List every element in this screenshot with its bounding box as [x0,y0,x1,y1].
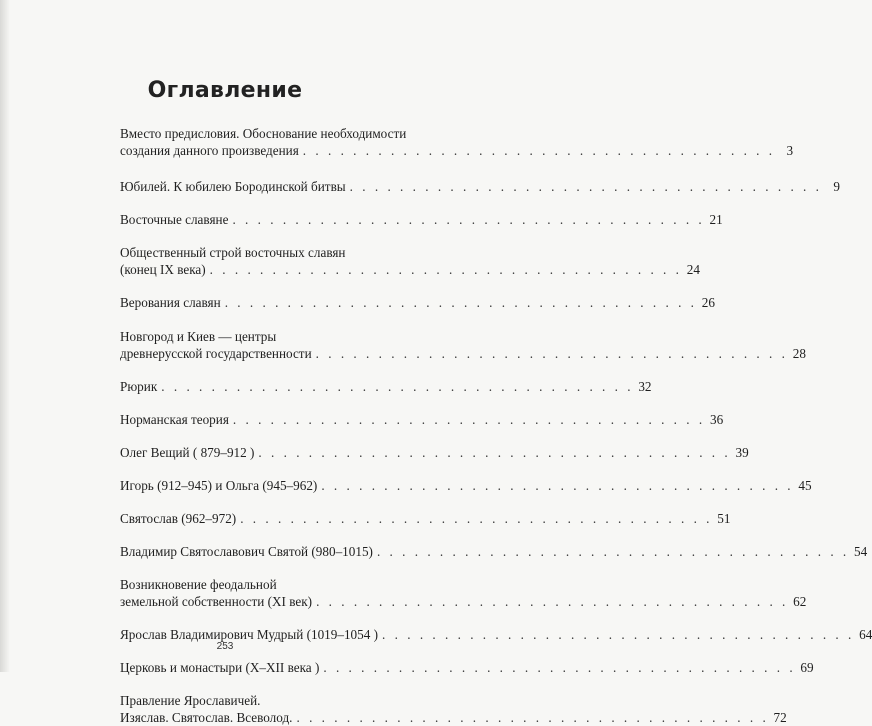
toc-entry[interactable] [120,477,812,494]
toc-entry-page-number: 51 [717,511,731,526]
toc-entry-title-line: Общественный строй восточных славян [120,245,346,260]
dot-leader: . . . . . . . . . . . . . . . . . . . . . . . . . . . . . . . . . . . . . . [376,544,850,559]
toc-entry-page-number: 45 [798,478,812,493]
dot-leader: . . . . . . . . . . . . . . . . . . . . . . . . . . . . . . . . . . . . . . [349,179,822,194]
toc-entry-title: Верования славян [120,295,221,310]
toc-entry-page-number: 24 [686,262,700,277]
toc-entry[interactable] [120,411,724,428]
toc-entry-page-number: 32 [638,379,652,394]
dot-leader: . . . . . . . . . . . . . . . . . . . . . . . . . . . . . . . . . . . . . . [382,627,855,642]
toc-entry-title: (конец IX века) [120,262,206,277]
toc-entry-title-line: Новгород и Киев — центры [120,329,277,344]
dot-leader: . . . . . . . . . . . . . . . . . . . . . . . . . . . . . . . . . . . . . . [161,379,634,394]
dot-leader: . . . . . . . . . . . . . . . . . . . . . . . . . . . . . . . . . . . . . . [209,262,682,277]
dot-leader: . . . . . . . . . . . . . . . . . . . . . . . . . . . . . . . . . . . . . . [323,660,796,675]
dot-leader: . . . . . . . . . . . . . . . . . . . . . . . . . . . . . . . . . . . . . . [258,445,731,460]
page-title: Оглавление [147,78,303,103]
toc-entry-title: земельной собственности (XI век) [120,594,313,609]
toc-entry-page-number: 62 [793,594,807,609]
toc-entry-page-number: 26 [701,295,715,310]
dot-leader: . . . . . . . . . . . . . . . . . . . . . . . . . . . . . . . . . . . . . . [232,212,705,227]
table-of-contents [120,125,872,726]
toc-entry-page-number: 64 [859,627,872,642]
toc-entry-title: Владимир Святославович Святой (980–1015) [120,544,373,559]
toc-entry-page-number: 54 [854,544,868,559]
toc-entry[interactable] [120,244,700,278]
toc-entry-title: Игорь (912–945) и Ольга (945–962) [120,478,318,493]
toc-entry-title: Рюрик [120,379,158,394]
toc-entry-page-number: 39 [735,445,749,460]
dot-leader: . . . . . . . . . . . . . . . . . . . . . . . . . . . . . . . . . . . . . . [316,594,789,609]
toc-entry[interactable] [120,543,868,560]
toc-entry-title: Ярослав Владимирович Мудрый (1019–1054 ) [120,627,379,642]
toc-entry-title-line: Правление Ярославичей. [120,693,261,708]
toc-entry-title: Олег Вещий ( 879–912 ) [120,445,255,460]
toc-entry[interactable] [120,125,794,159]
toc-entry[interactable] [120,659,814,676]
toc-entry[interactable] [120,444,749,461]
toc-entry[interactable] [120,211,723,228]
toc-entry-title: Восточные славяне [120,212,229,227]
toc-entry-page-number: 72 [773,710,787,725]
toc-entry-title: Святослав (962–972) [120,511,237,526]
toc-entry[interactable] [120,294,715,311]
dot-leader: . . . . . . . . . . . . . . . . . . . . . . . . . . . . . . . . . . . . . . [296,710,769,725]
toc-entry-title-line: Возникновение феодальной [120,577,277,592]
dot-leader: . . . . . . . . . . . . . . . . . . . . . . . . . . . . . . . . . . . . . . [321,478,794,493]
toc-entry-title-line: Вместо предисловия. Обоснование необходимости [120,126,407,141]
toc-entry[interactable] [120,576,807,610]
toc-entry-page-number: 3 [786,143,794,158]
dot-leader: . . . . . . . . . . . . . . . . . . . . . . . . . . . . . . . . . . . . . . [302,143,776,158]
toc-entry-page-number: 28 [792,346,806,361]
toc-entry-title: Церковь и монастыри (X–XII века ) [120,660,320,675]
toc-entry-page-number: 36 [709,412,724,427]
toc-entry-title: древнерусской государственности [120,346,312,361]
dot-leader: . . . . . . . . . . . . . . . . . . . . . . . . . . . . . . . . . . . . . . [315,346,788,361]
toc-entry-title: Юбилей. К юбилею Бородинской битвы [120,179,346,194]
dot-leader: . . . . . . . . . . . . . . . . . . . . . . . . . . . . . . . . . . . . . . [224,295,697,310]
dot-leader: . . . . . . . . . . . . . . . . . . . . . . . . . . . . . . . . . . . . . . [232,412,706,427]
toc-entry-page-number: 9 [833,179,840,194]
toc-entry-title: создания данного произведения [120,143,299,158]
toc-entry[interactable] [120,178,840,195]
toc-entry-title: Норманская теория [120,412,229,427]
toc-entry[interactable] [120,692,787,726]
toc-entry[interactable] [120,510,731,527]
toc-entry-title: Изяслав. Святослав. Всеволод. [120,710,293,725]
toc-entry[interactable] [120,378,652,395]
dot-leader: . . . . . . . . . . . . . . . . . . . . . . . . . . . . . . . . . . . . . . [240,511,713,526]
toc-entry-page-number: 69 [800,660,814,675]
toc-entry-page-number: 21 [709,212,723,227]
page-number: 253 [216,641,234,652]
toc-entry[interactable] [120,328,806,362]
